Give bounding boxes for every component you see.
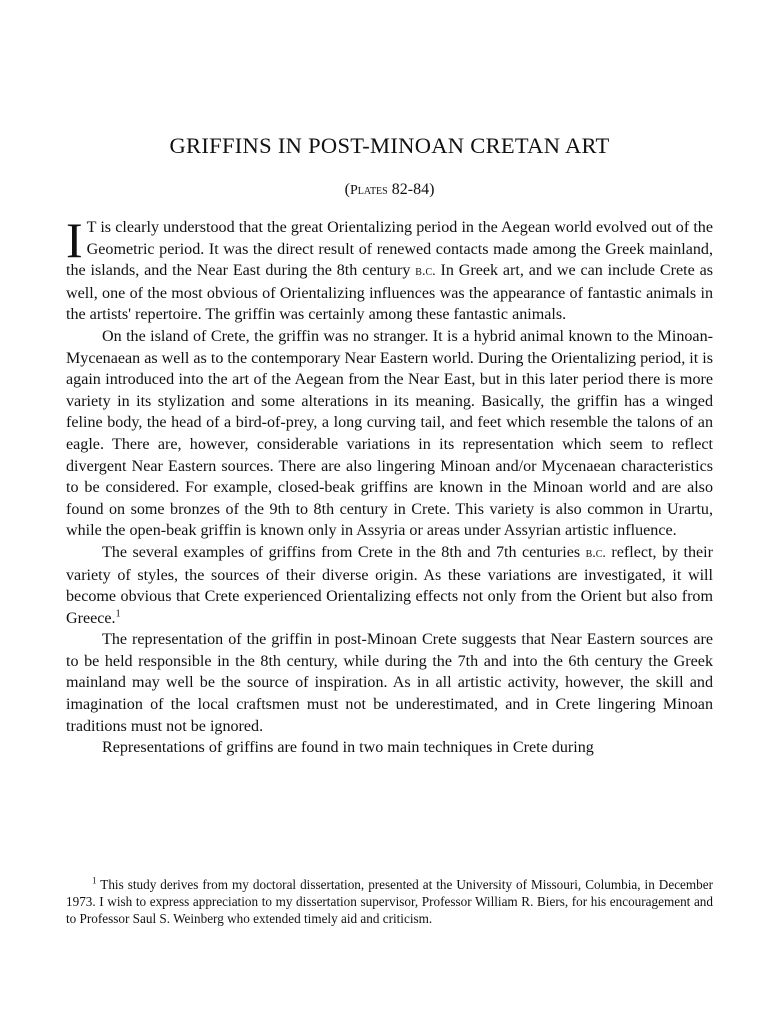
footnote-text: This study derives from my doctoral dissertation, presented at the University of Missouri, Columbia, in December 1973. I wish to express appreciation to my dissertation supervisor, Professor William R. Biers, for his encouragement and to Professor Saul S. Weinberg who extended timely aid and criticism. bbox=[66, 877, 713, 926]
paragraph-4: The representation of the griffin in post-Minoan Crete suggests that Near Eastern sources are to be held responsible in the 8th century, while during the 7th and into the 6th century the Greek mainland may well be the source of inspiration. As in all artistic activity, however, the skill and imagination of the local craftsmen must not be underestimated, and in Crete lingering Minoan traditions must not be ignored. bbox=[66, 631, 713, 735]
drop-cap: I bbox=[66, 212, 83, 268]
footnote-ref[interactable]: 1 bbox=[115, 608, 121, 620]
bc-abbrev: b.c. bbox=[585, 545, 606, 561]
paragraph-1-text-a: T is clearly understood that the great Orientalizing period in the Aegean world evolved out of the Geometric period. It was the direct result of renewed contacts made among the Greek mainland, the islands, and the Near East during the 8th century bbox=[66, 219, 713, 280]
plates-open: ( bbox=[344, 181, 350, 198]
paragraph-1-text-b: In Greek art, and we can include Crete as well, one of the most obvious of Orientalizing influences was the appearance of fantastic animals in the artists' repertoire. The griffin was certainly among these fantastic animals. bbox=[66, 262, 713, 324]
paragraph-2: On the island of Crete, the griffin was no stranger. It is a hybrid animal known to the Minoan-Mycenaean as well as to the contemporary Near Eastern world. During the Orientalizing period, it is again introduced into the art of the Aegean from the Near East, but in this later period there is more variety in its stylization and some alterations in its meaning. Basically, the griffin has a winged feline body, the head of a bird-of-prey, a long curving tail, and feet which resemble the talons of an eagle. There are, however, considerable variations in its representation which seem to reflect divergent Near Eastern sources. There are also lingering Minoan and/or Mycenaean characteristics to be considered. For example, closed-beak griffins are known in the Minoan world and are also found on some bronzes of the 9th to 8th century in Crete. This variety is also common in Urartu, while the open-beak griffin is known only in Assyria or areas under Assyrian artistic influence. bbox=[66, 327, 713, 540]
article-body bbox=[66, 212, 713, 759]
paragraph-3-text-a: The several examples of griffins from Crete in the 8th and 7th centuries bbox=[102, 543, 586, 561]
plates-label: Plates bbox=[349, 183, 388, 198]
plates-range: 82-84) bbox=[387, 181, 435, 198]
plates-reference bbox=[66, 180, 713, 201]
paragraph-3-text-b: reflect, by their variety of styles, the sources of their diverse origin. As these variations are investigated, it will become obvious that Crete experienced Orientalizing effects not only from the Orient but also from Greece. bbox=[66, 543, 713, 627]
paragraph-1 bbox=[66, 212, 713, 326]
paragraph-3 bbox=[66, 542, 713, 629]
footnote bbox=[66, 876, 713, 927]
bc-abbrev: b.c. bbox=[415, 264, 436, 280]
article-title: GRIFFINS IN POST-MINOAN CRETAN ART bbox=[169, 133, 610, 158]
footnote-mark: 1 bbox=[92, 875, 97, 886]
paragraph-5: Representations of griffins are found in two main techniques in Crete during bbox=[102, 739, 594, 757]
